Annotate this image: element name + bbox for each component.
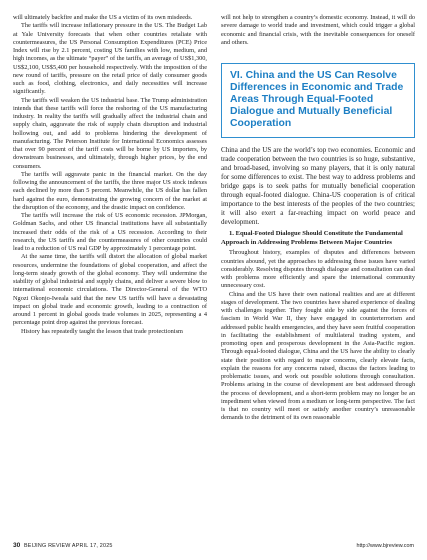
subsection-heading: 1. Equal-Footed Dialogue Should Constitute the Fundamental Approach in Addressing Problems Between Major Countries — [221, 230, 403, 246]
body-paragraph: China and the US have their own national realities and are at different stages of development. The two countries have shared experience of dealing with challenges together. They fought side by side against the forces of fascism in World War II, they have engaged in counterterrorism and addressed public health emergencies, and they have seen fruitful cooperation in facilitating the establishment of multilateral trading system, and promoting open and prosperous development in the Asia-Pacific region. Through equal-footed dialogue, China and the US have the ability to clearly state their position with regard to major concerns, clearly elevate facts, explain the reasons for any concerns raised, discuss the factors leading to problematic issues, and work out possible solutions through consultation. Problems arising in the course of development are best addressed through the process of development, and a short-term problem may no longer be an impediment when viewed from a medium or long-term perspective. The fact is that no country will meet or satisfy another country’s unreasonable demands to the detriment of its own reasonable — [221, 290, 415, 422]
page-footer — [13, 542, 414, 552]
body-paragraph: The tariffs will weaken the US industrial base. The Trump administration intends that these tariffs will force the reshoring of the US manufacturing industry. In reality the tariffs will gradually affect the industrial chain and supply chain, aggravate the risk of supply chain disruption and industrial hollowing out, and add to problems hindering the development of manufacturing. The Peterson Institute for International Economics assesses that over 90 percent of the tariff costs will be borne by US importers, by downstream businesses, and ultimately, through higher prices, by the end consumers. — [13, 96, 207, 170]
body-paragraph: will not help to strengthen a country’s domestic economy. Instead, it will do severe damage to world trade and investment, which could trigger a global economic and financial crisis, with the inevitable consequences for oneself and others. — [221, 14, 415, 46]
body-paragraph: The tariffs will increase inflationary pressure in the US. The Budget Lab at Yale University forecasts that when other countries retaliate with countermeasures, the US Personal Consumption Expenditures (PCE) Price Index will rise by 2.1 percent, costing US families with low, medium, and high incomes, as the ultimate “payer” of the tariffs, an average of US$1,300, US$2,100, US$5,400 per household respectively. With the imposition of the new round of tariffs, pressure on the retail price of daily consumer goods such as food, clothing, electronics, and daily necessities will increase significantly. — [13, 22, 207, 96]
body-paragraph: The tariffs will aggravate panic in the financial market. On the day following the announcement of the tariffs, the three major US stock indexes each declined by more than 5 percent. Meanwhile, the US dollar has fallen hard against the euro, demonstrating the growing concern of the market at the disruption of the economy, and the drastic impact on confidence. — [13, 170, 207, 211]
magazine-issue: BEIJING REVIEW APRIL 17, 2025 — [24, 543, 113, 549]
section-lead-paragraph: China and the US are the world’s top two economies. Economic and trade cooperation between the two countries is so huge, substantive, and broad-based, involving so many players, that it is only natural for some differences to exist. The best way to address problems and bridge gaps is to seek paths for mutually beneficial cooperation through equal-footed dialogue. China-US cooperation is of critical importance to the best interests of the peoples of the two countries; it will also exert a far-reaching impact on world peace and development. — [221, 146, 415, 227]
body-paragraph: will ultimately backfire and make the US a victim of its own misdeeds. — [13, 14, 193, 21]
body-paragraph: Throughout history, examples of disputes and differences between countries abound, yet the approaches to addressing these issues have varied considerably. Resolving disputes through dialogue and consultation can deal with problems more efficiently and spare the international community unnecessary cost. — [221, 249, 415, 290]
right-column — [221, 14, 415, 423]
website-url: http://www.bjreview.com — [356, 543, 414, 549]
body-paragraph: History has repeatedly taught the lesson that trade protectionism — [21, 327, 183, 335]
body-paragraph: The tariffs will increase the risk of US economic recession. JPMorgan, Goldman Sachs, and other US financial institutions have all substantially increased their odds of the risk of a US recession. According to their research, the US tariffs and the countermeasures of other countries could lead to a reduction of US real GDP by approximately 1 percentage point. — [13, 212, 207, 252]
section-heading-box — [221, 63, 415, 138]
page-number: 30 — [13, 542, 21, 549]
body-paragraph: At the same time, the tariffs will distort the allocation of global market resources, undermine the foundations of global cooperation, and affect the long-term steady growth of the global economy. They will undermine the stability of global industrial and supply chains, and deliver a severe blow to international economic circulations. The Director-General of the WTO Ngozi Okonjo-Iweala said that the new US tariffs will have a devastating impact on global trade and economic growth, leading to a contraction of around 1 percent in global goods trade volumes in 2025, representing a 4 percentage point drop against the previous forecast. — [13, 253, 207, 327]
left-column — [13, 14, 207, 336]
section-heading: VI. China and the US Can Resolve Differences in Economic and Trade Areas Through Equal-Footed Dialogue and Mutually Beneficial Cooperation — [230, 70, 404, 130]
